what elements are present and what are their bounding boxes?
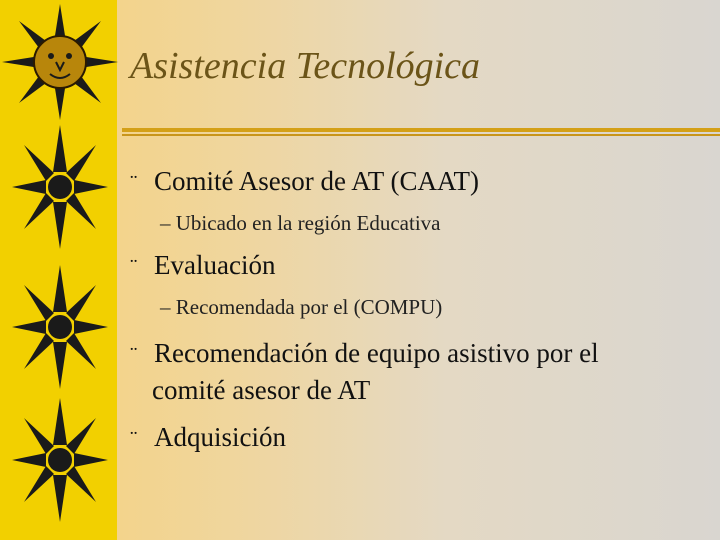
- bullet-item: [130, 166, 479, 197]
- bullet-item: [130, 250, 275, 281]
- sun-icon: [10, 395, 110, 525]
- title-divider: [122, 128, 720, 139]
- bullet-text: Recomendación de equipo asistivo por el: [154, 338, 599, 368]
- bullet-marker: ¨: [130, 170, 138, 195]
- bullet-text: Evaluación: [154, 250, 276, 280]
- sun-face-icon: [0, 0, 120, 140]
- bullet-marker: ¨: [130, 342, 138, 367]
- sun-icon: [10, 122, 110, 252]
- slide-title: Asistencia Tecnológica: [130, 45, 481, 87]
- bullet-text-continuation: comité asesor de AT: [152, 375, 371, 405]
- bullet-text: Adquisición: [154, 422, 286, 452]
- bullet-marker: ¨: [130, 254, 138, 279]
- bullet-marker: ¨: [130, 426, 138, 451]
- sun-icon: [10, 262, 110, 392]
- sub-bullet-item: – Recomendada por el (COMPU): [160, 295, 443, 319]
- bullet-item: [130, 338, 599, 369]
- sub-bullet-item: – Ubicado en la región Educativa: [160, 211, 441, 235]
- bullet-text: Comité Asesor de AT (CAAT): [154, 166, 479, 196]
- bullet-item: [130, 422, 286, 453]
